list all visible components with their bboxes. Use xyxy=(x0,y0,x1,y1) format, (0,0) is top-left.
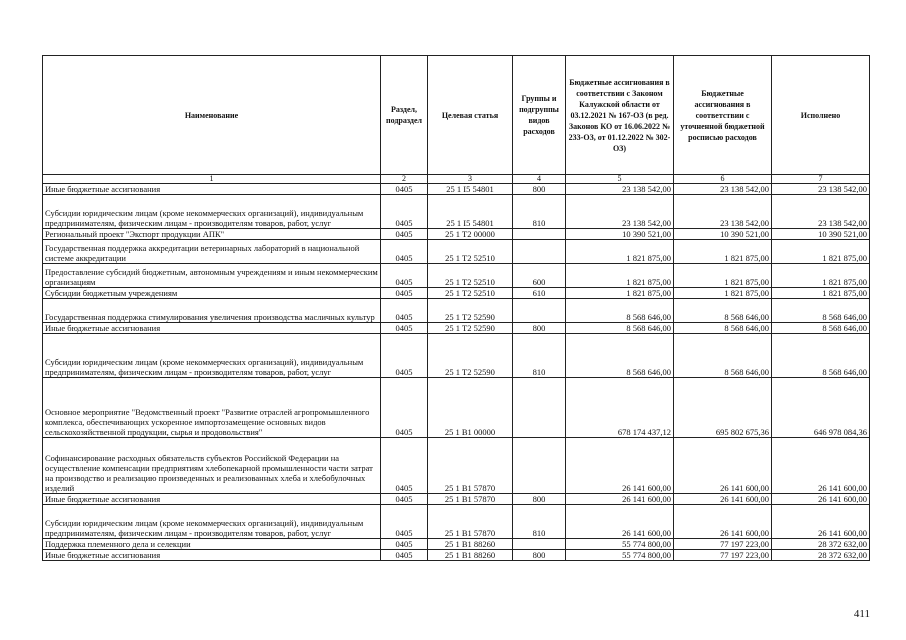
cell-vid xyxy=(513,539,566,550)
cell-zakon: 55 774 800,00 xyxy=(566,550,674,561)
cell-name: Государственная поддержка стимулирования увеличения производства масличных культур xyxy=(43,299,381,323)
column-number: 7 xyxy=(772,175,870,184)
table-row xyxy=(43,184,870,195)
cell-name: Софинансирование расходных обязательств субъектов Российской Федерации на осуществление компенсации предприятиям хлебопекарной промышленности части затрат на производство и реализацию произведенных и реализованных хлеба и хлебобулочных изделий xyxy=(43,438,381,494)
cell-razdel: 0405 xyxy=(381,240,428,264)
cell-statya: 25 1 T2 52590 xyxy=(428,323,513,334)
cell-statya: 25 1 B1 00000 xyxy=(428,378,513,438)
header-name: Наименование xyxy=(43,56,381,175)
cell-razdel: 0405 xyxy=(381,323,428,334)
cell-statya: 25 1 T2 52590 xyxy=(428,334,513,378)
cell-ispolneno: 28 372 632,00 xyxy=(772,550,870,561)
cell-razdel: 0405 xyxy=(381,378,428,438)
cell-zakon: 23 138 542,00 xyxy=(566,195,674,229)
cell-name: Иные бюджетные ассигнования xyxy=(43,323,381,334)
cell-name: Региональный проект "Экспорт продукции АПК" xyxy=(43,229,381,240)
cell-zakon: 26 141 600,00 xyxy=(566,438,674,494)
cell-vid xyxy=(513,378,566,438)
cell-rospis: 8 568 646,00 xyxy=(674,323,772,334)
table-row xyxy=(43,334,870,378)
cell-statya: 25 1 T2 00000 xyxy=(428,229,513,240)
cell-zakon: 23 138 542,00 xyxy=(566,184,674,195)
header-executed: Исполнено xyxy=(772,56,870,175)
table-row xyxy=(43,505,870,539)
cell-rospis: 695 802 675,36 xyxy=(674,378,772,438)
header-target-article: Целевая статья xyxy=(428,56,513,175)
cell-razdel: 0405 xyxy=(381,195,428,229)
cell-name: Субсидии юридическим лицам (кроме некоммерческих организаций), индивидуальным предпринимателям, физическим лицам - производителям товаров, работ, услуг xyxy=(43,505,381,539)
cell-ispolneno: 8 568 646,00 xyxy=(772,299,870,323)
cell-vid: 600 xyxy=(513,264,566,288)
cell-razdel: 0405 xyxy=(381,505,428,539)
cell-statya: 25 1 T2 52510 xyxy=(428,240,513,264)
table-row xyxy=(43,264,870,288)
cell-ispolneno: 26 141 600,00 xyxy=(772,438,870,494)
table-row xyxy=(43,299,870,323)
cell-statya: 25 1 B1 57870 xyxy=(428,494,513,505)
cell-ispolneno: 26 141 600,00 xyxy=(772,505,870,539)
table-row xyxy=(43,539,870,550)
cell-zakon: 8 568 646,00 xyxy=(566,334,674,378)
cell-rospis: 8 568 646,00 xyxy=(674,334,772,378)
cell-rospis: 77 197 223,00 xyxy=(674,550,772,561)
table-row xyxy=(43,438,870,494)
cell-vid: 800 xyxy=(513,550,566,561)
table-row xyxy=(43,229,870,240)
cell-statya: 25 1 B1 57870 xyxy=(428,505,513,539)
cell-zakon: 1 821 875,00 xyxy=(566,288,674,299)
cell-rospis: 26 141 600,00 xyxy=(674,494,772,505)
table-row xyxy=(43,323,870,334)
cell-name: Субсидии бюджетным учреждениям xyxy=(43,288,381,299)
cell-statya: 25 1 B1 88260 xyxy=(428,539,513,550)
cell-razdel: 0405 xyxy=(381,288,428,299)
cell-zakon: 26 141 600,00 xyxy=(566,505,674,539)
column-number: 1 xyxy=(43,175,381,184)
cell-vid: 610 xyxy=(513,288,566,299)
cell-zakon: 8 568 646,00 xyxy=(566,323,674,334)
cell-statya: 25 1 I5 54801 xyxy=(428,195,513,229)
table-body xyxy=(43,184,870,561)
cell-razdel: 0405 xyxy=(381,550,428,561)
cell-statya: 25 1 T2 52590 xyxy=(428,299,513,323)
column-number: 6 xyxy=(674,175,772,184)
cell-vid: 800 xyxy=(513,494,566,505)
cell-vid: 800 xyxy=(513,184,566,195)
cell-vid xyxy=(513,438,566,494)
cell-vid xyxy=(513,299,566,323)
cell-name: Иные бюджетные ассигнования xyxy=(43,184,381,195)
cell-rospis: 26 141 600,00 xyxy=(674,438,772,494)
cell-statya: 25 1 B1 88260 xyxy=(428,550,513,561)
page-number: 411 xyxy=(853,608,870,620)
cell-ispolneno: 1 821 875,00 xyxy=(772,288,870,299)
cell-name: Предоставление субсидий бюджетным, автономным учреждениям и иным некоммерческим организациям xyxy=(43,264,381,288)
header-schedule-allocations: Бюджетные ассигнования в соответствии с уточненной бюджетной росписью расходов xyxy=(674,56,772,175)
cell-ispolneno: 10 390 521,00 xyxy=(772,229,870,240)
cell-rospis: 1 821 875,00 xyxy=(674,240,772,264)
cell-rospis: 23 138 542,00 xyxy=(674,195,772,229)
cell-razdel: 0405 xyxy=(381,438,428,494)
cell-statya: 25 1 T2 52510 xyxy=(428,288,513,299)
cell-name: Государственная поддержка аккредитации ветеринарных лабораторий в национальной системе аккредитации xyxy=(43,240,381,264)
cell-rospis: 26 141 600,00 xyxy=(674,505,772,539)
cell-name: Субсидии юридическим лицам (кроме некоммерческих организаций), индивидуальным предпринимателям, физическим лицам - производителям товаров, работ, услуг xyxy=(43,195,381,229)
cell-statya: 25 1 I5 54801 xyxy=(428,184,513,195)
cell-razdel: 0405 xyxy=(381,229,428,240)
column-number: 4 xyxy=(513,175,566,184)
table-row xyxy=(43,550,870,561)
header-law-allocations: Бюджетные ассигнования в соответствии с Законом Калужской области от 03.12.2021 № 167-ОЗ (в ред. Законов КО от 16.06.2022 № 233-ОЗ, от 01.12.2022 № 302-ОЗ) xyxy=(566,56,674,175)
cell-ispolneno: 8 568 646,00 xyxy=(772,334,870,378)
cell-statya: 25 1 B1 57870 xyxy=(428,438,513,494)
header-row xyxy=(43,56,870,175)
cell-razdel: 0405 xyxy=(381,264,428,288)
cell-name: Иные бюджетные ассигнования xyxy=(43,494,381,505)
cell-vid xyxy=(513,229,566,240)
cell-name: Субсидии юридическим лицам (кроме некоммерческих организаций), индивидуальным предпринимателям, физическим лицам - производителям товаров, работ, услуг xyxy=(43,334,381,378)
table-row xyxy=(43,378,870,438)
cell-vid: 810 xyxy=(513,195,566,229)
cell-vid: 810 xyxy=(513,334,566,378)
cell-ispolneno: 1 821 875,00 xyxy=(772,264,870,288)
column-number: 3 xyxy=(428,175,513,184)
cell-rospis: 10 390 521,00 xyxy=(674,229,772,240)
cell-ispolneno: 646 978 084,36 xyxy=(772,378,870,438)
cell-zakon: 10 390 521,00 xyxy=(566,229,674,240)
cell-razdel: 0405 xyxy=(381,539,428,550)
cell-vid: 810 xyxy=(513,505,566,539)
column-number: 5 xyxy=(566,175,674,184)
cell-name: Основное мероприятие "Ведомственный проект "Развитие отраслей агропромышленного комплекса, обеспечивающих ускоренное импортозамещение основных видов сельскохозяйственной продукции, сырья и продовольствия" xyxy=(43,378,381,438)
cell-name: Иные бюджетные ассигнования xyxy=(43,550,381,561)
cell-ispolneno: 26 141 600,00 xyxy=(772,494,870,505)
cell-rospis: 77 197 223,00 xyxy=(674,539,772,550)
column-number: 2 xyxy=(381,175,428,184)
cell-zakon: 678 174 437,12 xyxy=(566,378,674,438)
cell-zakon: 1 821 875,00 xyxy=(566,240,674,264)
cell-razdel: 0405 xyxy=(381,494,428,505)
cell-razdel: 0405 xyxy=(381,184,428,195)
cell-zakon: 26 141 600,00 xyxy=(566,494,674,505)
table-row xyxy=(43,288,870,299)
cell-rospis: 1 821 875,00 xyxy=(674,264,772,288)
cell-vid xyxy=(513,240,566,264)
cell-ispolneno: 23 138 542,00 xyxy=(772,184,870,195)
cell-rospis: 23 138 542,00 xyxy=(674,184,772,195)
cell-ispolneno: 8 568 646,00 xyxy=(772,323,870,334)
cell-zakon: 8 568 646,00 xyxy=(566,299,674,323)
header-section: Раздел, подраздел xyxy=(381,56,428,175)
header-expense-group: Группы и подгруппы видов расходов xyxy=(513,56,566,175)
cell-rospis: 1 821 875,00 xyxy=(674,288,772,299)
cell-name: Поддержка племенного дела и селекции xyxy=(43,539,381,550)
table-row xyxy=(43,240,870,264)
cell-razdel: 0405 xyxy=(381,299,428,323)
cell-razdel: 0405 xyxy=(381,334,428,378)
cell-ispolneno: 28 372 632,00 xyxy=(772,539,870,550)
cell-vid: 800 xyxy=(513,323,566,334)
cell-statya: 25 1 T2 52510 xyxy=(428,264,513,288)
cell-zakon: 1 821 875,00 xyxy=(566,264,674,288)
table-row xyxy=(43,494,870,505)
column-number-row xyxy=(43,175,870,184)
budget-table xyxy=(42,55,870,561)
cell-rospis: 8 568 646,00 xyxy=(674,299,772,323)
cell-zakon: 55 774 800,00 xyxy=(566,539,674,550)
cell-ispolneno: 23 138 542,00 xyxy=(772,195,870,229)
table-row xyxy=(43,195,870,229)
cell-ispolneno: 1 821 875,00 xyxy=(772,240,870,264)
